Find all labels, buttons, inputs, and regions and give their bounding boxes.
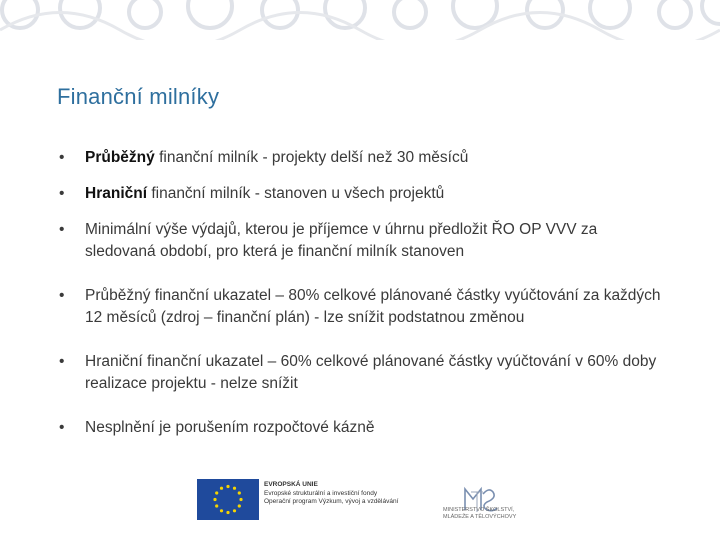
bullet-dot: •: [59, 287, 65, 304]
slide-title: Finanční milníky: [57, 84, 220, 109]
bullet-dot: •: [59, 185, 65, 202]
eu-star-icon: [213, 498, 216, 501]
eu-name: EVROPSKÁ UNIE: [264, 481, 318, 488]
bullet-dot: •: [59, 353, 65, 370]
eu-star-icon: [238, 504, 241, 507]
bullet-item: [57, 351, 667, 395]
ministry-name: MINISTERSTVO ŠKOLSTVÍ, MLÁDEŽE A TĚLOVÝCHOVY: [443, 507, 517, 520]
bullet-emphasis: Hraniční: [85, 185, 148, 202]
bullet-text: finanční milník - stanoven u všech projektů: [147, 185, 445, 202]
decorative-header-pattern: [0, 0, 720, 40]
eu-star-icon: [226, 511, 229, 514]
bullet-dot: •: [59, 149, 65, 166]
bullet-text: Minimální výše výdajů, kterou je příjemce v úhrnu předložit ŘO OP VVV za sledovaná období, pro která je finanční milník stanoven: [85, 221, 598, 260]
eu-star-icon: [233, 509, 236, 512]
eu-star-icon: [239, 498, 242, 501]
bullet-item: [57, 147, 667, 169]
eu-funding-text: [264, 481, 444, 507]
eu-star-icon: [226, 485, 229, 488]
bullet-text: Průběžný finanční ukazatel – 80% celkové plánované částky vyúčtování za každých 12 měsíců (zdroj – finanční plán) - lze snížit podstatnou změnou: [85, 287, 661, 326]
bullet-text: Hraniční finanční ukazatel – 60% celkové plánované částky vyúčtování v 60% doby realizace projektu - nelze snížit: [85, 353, 657, 392]
eu-star-icon: [215, 504, 218, 507]
bullet-dot: •: [59, 419, 65, 436]
bullet-dot: •: [59, 221, 65, 238]
eu-star-icon: [220, 487, 223, 490]
bullet-item: [57, 219, 667, 263]
bullet-text: finanční milník - projekty delší než 30 měsíců: [154, 149, 469, 166]
op-programme-line: Operační program Výzkum, vývoj a vzdělávání: [264, 498, 399, 505]
bullet-item: [57, 417, 667, 439]
bullet-list: [57, 147, 667, 439]
bullet-item: [57, 285, 667, 329]
eu-star-icon: [233, 487, 236, 490]
eu-funds-line: Evropské strukturální a investiční fondy: [264, 489, 378, 497]
eu-star-icon: [215, 491, 218, 494]
bullet-item: [57, 183, 667, 205]
eu-star-icon: [238, 491, 241, 494]
bullet-emphasis: Průběžný: [85, 149, 155, 166]
eu-flag-logo: [197, 479, 259, 520]
bullet-text: Nesplnění je porušením rozpočtové kázně: [85, 419, 375, 436]
eu-star-icon: [220, 509, 223, 512]
